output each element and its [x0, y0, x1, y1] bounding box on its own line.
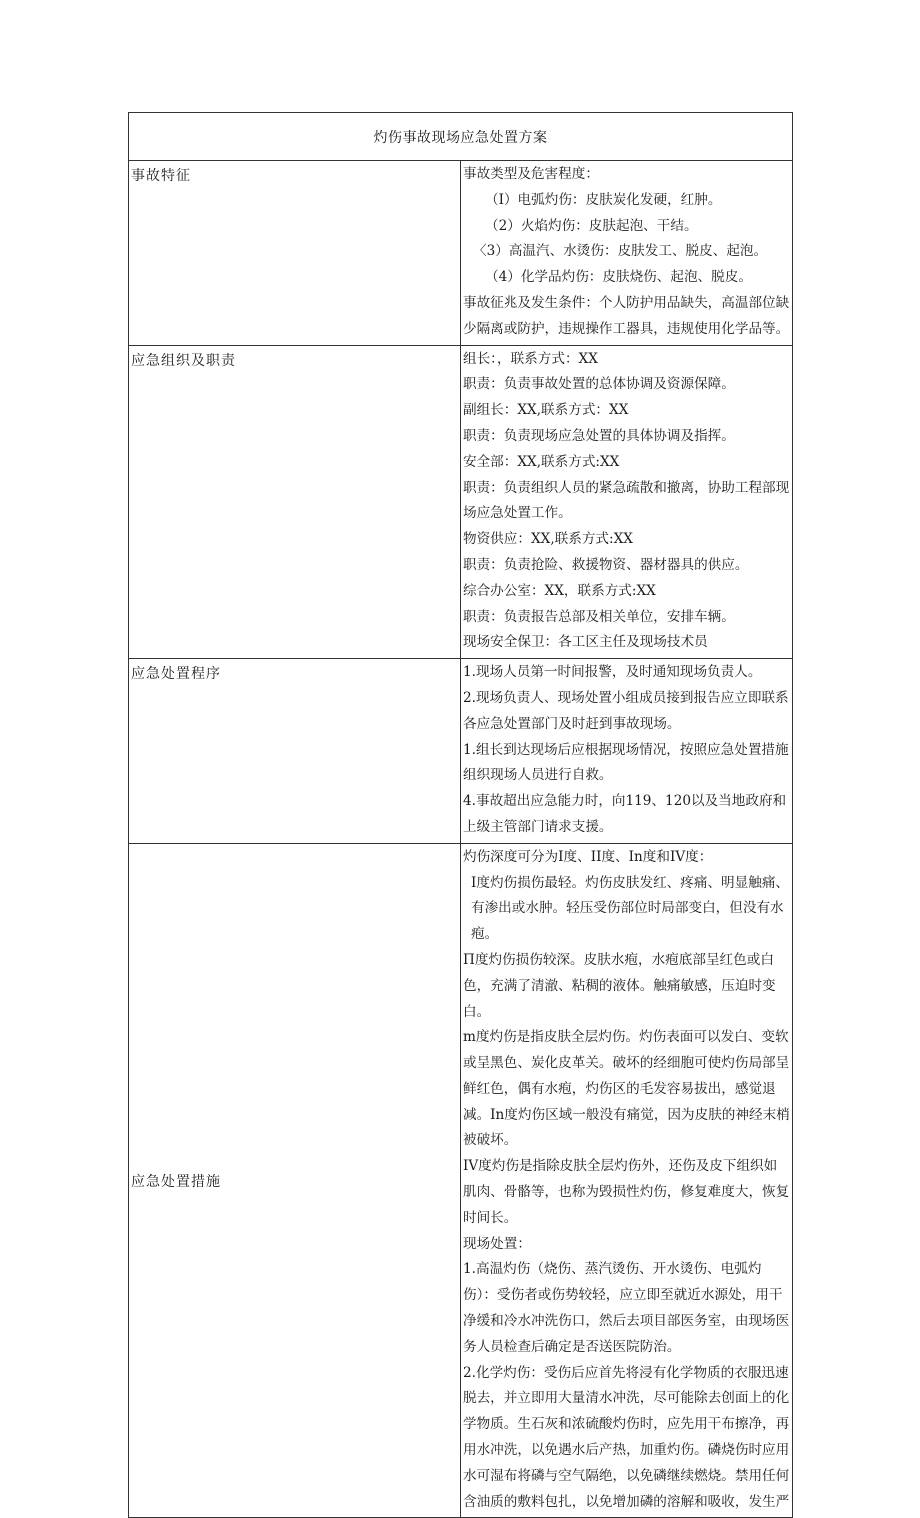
plan-table	[128, 112, 793, 1518]
text-line: 现场安全保卫：各工区主任及现场技术员	[463, 634, 708, 651]
document-title: 灼伤事故现场应急处置方案	[129, 113, 793, 161]
text-line: 事故征兆及发生条件：个人防护用品缺失，高温部位缺少隔离或防护，违规操作工器具，违规使用化学品等。	[463, 294, 790, 337]
text-line: 职责：负责抢险、救援物资、器材器具的供应。	[463, 556, 749, 573]
text-line: 物资供应：XX,联系方式:XX	[463, 531, 633, 548]
section-label-characteristics: 事故特征	[129, 161, 461, 346]
text-line: 安全部：XX,联系方式:XX	[463, 453, 620, 470]
section-content-characteristics	[461, 161, 793, 346]
text-line: 2.现场负责人、现场处置小组成员接到报告应立即联系各应急处置部门及时赶到事故现场。	[463, 689, 789, 732]
text-line: Π度灼伤损伤较深。皮肤水疱，水疱底部呈红色或白色，充满了清澈、粘稠的液体。触痛敏感，压迫时变白。	[463, 951, 776, 1020]
text-line: 1.组长到达现场后应根据现场情况，按照应急处置措施组织现场人员进行自救。	[463, 741, 789, 784]
text-line: 综合办公室：XX，联系方式:XX	[463, 582, 656, 599]
section-content-procedure	[461, 659, 793, 844]
section-content-measures	[461, 843, 793, 1518]
text-line: （I）电弧灼伤：皮肤炭化发硬，红肿。	[485, 191, 722, 208]
text-line: 灼伤深度可分为I度、II度、In度和IV度：	[463, 848, 713, 865]
text-line: 4.事故超出应急能力时，向119、120以及当地政府和上级主管部门请求支援。	[463, 793, 787, 835]
text-line: 副组长：XX,联系方式：XX	[463, 402, 629, 419]
section-characteristics	[129, 161, 793, 346]
text-line: 现场处置：	[463, 1235, 531, 1252]
text-line: 1.现场人员第一时间报警，及时通知现场负责人。	[463, 664, 762, 681]
text-line: 职责：负责组织人员的紧急疏散和撤离，协助工程部现场应急处置工作。	[463, 479, 790, 522]
section-label-organization: 应急组织及职责	[129, 345, 461, 659]
text-line: m度灼伤是指皮肤全层灼伤。灼伤表面可以发白、变软或呈黑色、炭化皮革关。破坏的经细胞可使灼伤局部呈鲜红色，偶有水疱，灼伤区的毛发容易拔出，感觉退减。In度灼伤区域一般没有痛觉，因为皮肤的神经末梢被破坏。	[463, 1029, 790, 1149]
text-line: 职责：负责事故处置的总体协调及资源保障。	[463, 376, 735, 393]
text-line: IV度灼伤是指除皮肤全层灼伤外，还伤及皮下组织如肌肉、骨骼等，也称为毁损性灼伤，修复难度大，恢复时间长。	[463, 1158, 790, 1226]
emergency-plan-sheet	[128, 112, 793, 1518]
text-line: 职责：负责现场应急处置的具体协调及指挥。	[463, 427, 735, 444]
text-line: 事故类型及危害程度：	[463, 166, 599, 182]
section-measures	[129, 843, 793, 1518]
text-line: （2）火焰灼伤：皮肤起泡、干结。	[485, 217, 698, 234]
text-line: I度灼伤损伤最轻。灼伤皮肤发红、疼痛、明显触痛、有渗出或水肿。轻压受伤部位时局部变白，但没有水疱。	[471, 874, 790, 943]
text-line: 〈3）高温汽、水烫伤：皮肤发工、脱皮、起泡。	[473, 243, 768, 260]
text-line: 职责：负责报告总部及相关单位，安排车辆。	[463, 608, 735, 625]
section-label-procedure: 应急处置程序	[129, 659, 461, 844]
text-line: （4）化学品灼伤：皮肤烧伤、起泡、脱皮。	[485, 269, 752, 286]
section-content-organization	[461, 345, 793, 659]
text-line: 2.化学灼伤：受伤后应首先将浸有化学物质的衣服迅速脱去，并立即用大量清水冲洗，尽可能除去创面上的化学物质。生石灰和浓硫酸灼伤时，应先用干布擦净，再用水冲洗，以免遇水后产热，加重灼伤。磷烧伤时应用水可湿布将磷与空气隔绝，以免磷继续燃烧。禁用任何含油质的敷料包扎，以免增加磷的溶解和吸收，发生严	[463, 1364, 790, 1510]
text-line: 1.高温灼伤（烧伤、蒸汽烫伤、开水烫伤、电弧灼伤）：受伤者或伤势较轻，应立即至就近水源处，用干净缓和冷水冲洗伤口，然后去项目部医务室，由现场医务人员检查后确定是否送医院防治。	[463, 1261, 790, 1355]
section-procedure	[129, 659, 793, 844]
section-organization	[129, 345, 793, 659]
section-label-measures: 应急处置措施	[129, 843, 461, 1518]
text-line: 组长：，联系方式：XX	[463, 350, 598, 367]
